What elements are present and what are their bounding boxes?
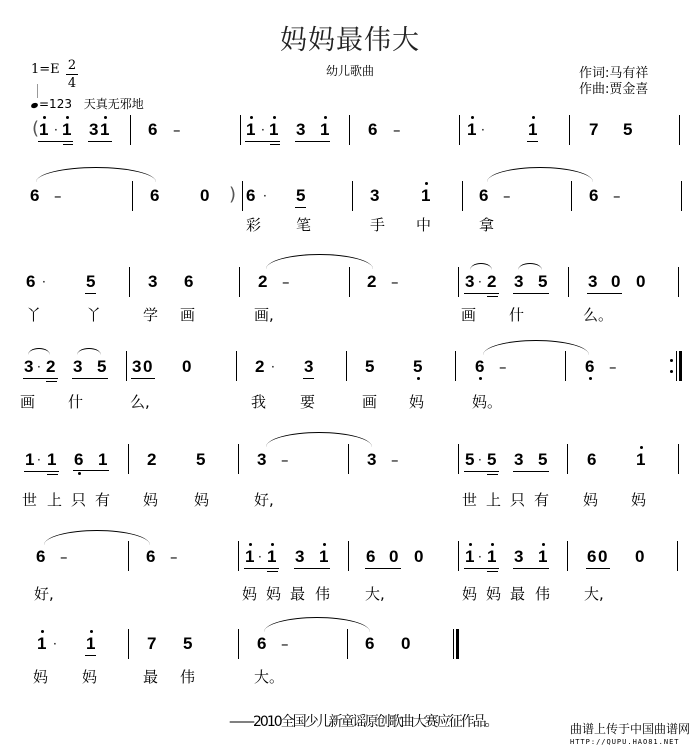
lyric: 画 xyxy=(461,306,477,324)
high-octave-dot xyxy=(66,116,69,119)
underline xyxy=(464,293,499,294)
barline xyxy=(240,115,241,145)
note: 5 xyxy=(97,357,107,376)
note: 1 xyxy=(421,186,431,205)
lyric: 我 xyxy=(251,393,267,411)
slur xyxy=(28,348,50,355)
quarter-note-icon xyxy=(30,102,38,109)
underline xyxy=(295,207,306,208)
note: 1 xyxy=(320,120,330,139)
note: 3 xyxy=(514,547,524,566)
watermark xyxy=(570,723,690,749)
note: 6 xyxy=(587,547,597,566)
note: 1 xyxy=(62,120,72,139)
lyric: 么, xyxy=(130,393,150,411)
note: 5 xyxy=(623,120,633,139)
composer: 作曲:贾金喜 xyxy=(579,82,649,97)
tempo-value: =123 xyxy=(39,97,72,111)
lyric: 学 xyxy=(143,306,159,324)
barline xyxy=(678,267,679,297)
lyric: 妈 xyxy=(631,491,647,509)
low-octave-dot xyxy=(589,377,592,380)
lyric: 笔 xyxy=(296,216,312,234)
lyric: 手 xyxy=(370,216,386,234)
lyric: 好, xyxy=(34,585,54,603)
barline xyxy=(132,181,133,211)
lyric: 最 xyxy=(510,585,526,603)
note: 6 xyxy=(589,186,599,205)
note: 3 xyxy=(465,272,475,291)
augmentation-dot: · xyxy=(478,275,482,289)
barline xyxy=(571,181,572,211)
underline xyxy=(513,293,549,294)
barline xyxy=(129,267,130,297)
barline xyxy=(349,267,350,297)
note: 1 xyxy=(25,450,35,469)
lyric: 要 xyxy=(300,393,316,411)
note: 0 xyxy=(143,357,153,376)
barline xyxy=(239,267,240,297)
lyric: 妈 xyxy=(82,668,98,686)
note: 0 xyxy=(635,547,645,566)
note: 3 xyxy=(148,272,158,291)
high-octave-dot xyxy=(471,116,474,119)
note: 3 xyxy=(257,450,267,469)
note: 1 xyxy=(636,450,646,469)
note: 7 xyxy=(589,120,599,139)
note: 6 xyxy=(74,450,84,469)
barline xyxy=(352,181,353,211)
high-octave-dot xyxy=(41,630,44,633)
lyric: 妈 xyxy=(242,585,258,603)
note: 5 xyxy=(196,450,206,469)
lyric: 画 xyxy=(362,393,378,411)
underline xyxy=(88,141,112,142)
note: 6 xyxy=(148,120,158,139)
barline xyxy=(568,267,569,297)
lyric: 最 xyxy=(143,668,159,686)
augmentation-dot: · xyxy=(261,123,265,137)
underline xyxy=(294,568,330,569)
underline xyxy=(295,141,330,142)
dash: – xyxy=(173,121,181,139)
note: 5 xyxy=(365,357,375,376)
dash: – xyxy=(393,121,401,139)
high-octave-dot xyxy=(469,543,472,546)
note: 1 xyxy=(467,120,477,139)
underline xyxy=(85,655,96,656)
lyric: 世 xyxy=(22,491,38,509)
time-sig-bottom: 4 xyxy=(67,76,77,91)
key-signature: 1=E xyxy=(31,62,60,77)
note: 1 xyxy=(98,450,108,469)
note: 2 xyxy=(147,450,157,469)
note: 6 xyxy=(365,634,375,653)
tie xyxy=(487,167,593,182)
underline xyxy=(72,378,108,379)
low-octave-dot xyxy=(78,472,81,475)
song-subtitle: 幼儿歌曲 xyxy=(325,64,374,78)
augmentation-dot: · xyxy=(42,275,46,289)
underline xyxy=(47,474,58,475)
lyric: 丫 xyxy=(26,306,42,324)
lyric: 丫 xyxy=(86,306,102,324)
underline xyxy=(24,471,59,472)
dash: – xyxy=(391,273,399,291)
note: 3 xyxy=(304,357,314,376)
low-octave-dot xyxy=(479,377,482,380)
lyric: 画 xyxy=(180,306,196,324)
underline xyxy=(73,470,109,471)
tie xyxy=(266,254,373,269)
lyric: 妈 xyxy=(486,585,502,603)
note: 1 xyxy=(528,120,538,139)
note: 6 xyxy=(368,120,378,139)
lyric: 妈 xyxy=(266,585,282,603)
tempo-marking xyxy=(31,95,144,112)
lyric: 最 xyxy=(290,585,306,603)
barline xyxy=(236,351,237,381)
lyric: 妈 xyxy=(33,668,49,686)
note: 2 xyxy=(255,357,265,376)
lyric: 彩 xyxy=(246,216,262,234)
underline xyxy=(513,568,549,569)
underline xyxy=(303,378,314,379)
lyric: 妈 xyxy=(409,393,425,411)
lyric: 大, xyxy=(584,585,604,603)
lyric: 只 xyxy=(510,491,526,509)
note: 6 xyxy=(587,450,597,469)
lyric: 妈 xyxy=(194,491,210,509)
lyric: 上 xyxy=(47,491,63,509)
underline xyxy=(487,474,498,475)
lyric: 上 xyxy=(486,491,502,509)
note: 1 xyxy=(487,547,497,566)
repeat-paren-open: ( xyxy=(32,118,40,139)
watermark-text: 曲谱上传于中国曲谱网 xyxy=(570,722,691,736)
underline xyxy=(487,571,498,572)
song-title: 妈妈最伟大 xyxy=(280,25,420,56)
high-octave-dot xyxy=(323,543,326,546)
watermark-url: HTTP://QUPU.HAO81.NET xyxy=(570,738,680,746)
note: 3 xyxy=(89,120,99,139)
note: 3 xyxy=(588,272,598,291)
augmentation-dot: · xyxy=(478,453,482,467)
lyric: 伟 xyxy=(535,585,551,603)
final-barline xyxy=(456,629,459,659)
note: 6 xyxy=(479,186,489,205)
dash: – xyxy=(281,635,289,653)
note: 0 xyxy=(401,634,411,653)
augmentation-dot: · xyxy=(263,189,267,203)
note: 6 xyxy=(257,634,267,653)
underline xyxy=(63,144,73,145)
underline xyxy=(513,471,549,472)
lyric: 什 xyxy=(68,393,84,411)
note: 1 xyxy=(245,547,255,566)
underline xyxy=(38,141,73,142)
note: 0 xyxy=(611,272,621,291)
note: 0 xyxy=(389,547,399,566)
note: 6 xyxy=(36,547,46,566)
high-octave-dot xyxy=(271,543,274,546)
high-octave-dot xyxy=(640,446,643,449)
underline xyxy=(46,381,57,382)
barline xyxy=(238,629,239,659)
barline xyxy=(567,541,568,571)
lyric: 中 xyxy=(416,216,432,234)
lyric: 伟 xyxy=(180,668,196,686)
note: 5 xyxy=(538,272,548,291)
lyric: 画, xyxy=(254,306,274,324)
lyric: 画 xyxy=(20,393,36,411)
barline xyxy=(128,629,129,659)
dash: – xyxy=(503,187,511,205)
note: 5 xyxy=(465,450,475,469)
barline xyxy=(238,444,239,474)
note: 5 xyxy=(296,186,306,205)
note: 3 xyxy=(367,450,377,469)
underline xyxy=(245,141,280,142)
barline xyxy=(458,444,459,474)
lyric: 么。 xyxy=(583,306,614,324)
dash: – xyxy=(60,548,68,566)
high-octave-dot xyxy=(250,116,253,119)
dash: – xyxy=(609,358,617,376)
augmentation-dot: · xyxy=(481,123,485,137)
note: 1 xyxy=(100,120,110,139)
tie xyxy=(266,432,372,447)
barline xyxy=(565,351,566,381)
note: 1 xyxy=(39,120,49,139)
expression-mark: 天真无邪地 xyxy=(83,97,144,111)
barline xyxy=(462,181,463,211)
lyric: 妈。 xyxy=(472,393,503,411)
barline xyxy=(458,267,459,297)
repeat-end-barline xyxy=(679,351,682,381)
note: 0 xyxy=(200,186,210,205)
lyric: 什 xyxy=(509,306,525,324)
barline xyxy=(238,541,239,571)
augmentation-dot: · xyxy=(478,550,482,564)
lyric: 妈 xyxy=(143,491,159,509)
lyric: 有 xyxy=(534,491,550,509)
underline xyxy=(586,568,610,569)
note: 1 xyxy=(86,634,96,653)
note: 6 xyxy=(30,186,40,205)
barline xyxy=(676,351,677,381)
note: 3 xyxy=(295,547,305,566)
note: 3 xyxy=(296,120,306,139)
underline xyxy=(244,568,279,569)
barline xyxy=(455,351,456,381)
high-octave-dot xyxy=(43,116,46,119)
tie xyxy=(36,167,156,182)
note: 6 xyxy=(26,272,36,291)
augmentation-dot: · xyxy=(258,550,262,564)
note: 0 xyxy=(598,547,608,566)
note: 5 xyxy=(183,634,193,653)
high-octave-dot xyxy=(90,630,93,633)
underline xyxy=(23,378,58,379)
underline xyxy=(464,568,499,569)
competition-note: ——2010全国少儿新童谣原创歌曲大赛应征作品。 xyxy=(229,714,497,730)
high-octave-dot xyxy=(542,543,545,546)
high-octave-dot xyxy=(425,182,428,185)
barline xyxy=(128,541,129,571)
tie xyxy=(483,340,589,355)
note: 1 xyxy=(267,547,277,566)
dash: – xyxy=(282,273,290,291)
underline xyxy=(85,293,96,294)
underline xyxy=(365,568,401,569)
note: 6 xyxy=(184,272,194,291)
repeat-dot xyxy=(670,359,673,362)
note: 3 xyxy=(514,272,524,291)
slur xyxy=(518,263,542,270)
tie xyxy=(44,530,150,545)
augmentation-dot: · xyxy=(271,360,275,374)
barline xyxy=(348,444,349,474)
note: 6 xyxy=(475,357,485,376)
high-octave-dot xyxy=(249,543,252,546)
lyric: 大。 xyxy=(254,668,285,686)
augmentation-dot: · xyxy=(54,123,58,137)
note: 6 xyxy=(366,547,376,566)
note: 1 xyxy=(538,547,548,566)
note: 1 xyxy=(47,450,57,469)
lyric: 拿 xyxy=(479,216,495,234)
note: 3 xyxy=(370,186,380,205)
barline xyxy=(678,444,679,474)
note: 5 xyxy=(86,272,96,291)
underline xyxy=(487,296,498,297)
note: 2 xyxy=(367,272,377,291)
dash: – xyxy=(170,548,178,566)
lyric: 有 xyxy=(95,491,111,509)
underline xyxy=(270,144,280,145)
barline xyxy=(569,115,570,145)
note: 3 xyxy=(73,357,83,376)
barline xyxy=(459,115,460,145)
time-sig-top: 2 xyxy=(67,58,77,73)
augmentation-dot: · xyxy=(37,360,41,374)
note: 3 xyxy=(132,357,142,376)
note: 2 xyxy=(487,272,497,291)
note: 3 xyxy=(24,357,34,376)
lyric: 只 xyxy=(71,491,87,509)
dash: – xyxy=(613,187,621,205)
high-octave-dot xyxy=(104,116,107,119)
barline xyxy=(346,351,347,381)
barline xyxy=(453,629,454,659)
barline xyxy=(681,181,682,211)
note: 1 xyxy=(269,120,279,139)
barline xyxy=(677,541,678,571)
note: 0 xyxy=(636,272,646,291)
note: 0 xyxy=(182,357,192,376)
lyricist: 作词:马有祥 xyxy=(579,66,649,81)
note: 1 xyxy=(37,634,47,653)
underline xyxy=(527,141,538,142)
lyric: 大, xyxy=(365,585,385,603)
lyric: 世 xyxy=(462,491,478,509)
note: 5 xyxy=(538,450,548,469)
high-octave-dot xyxy=(273,116,276,119)
underline xyxy=(131,378,155,379)
barline xyxy=(347,629,348,659)
dash: – xyxy=(499,358,507,376)
tie xyxy=(264,617,370,632)
augmentation-dot: · xyxy=(53,637,57,651)
low-octave-dot xyxy=(417,377,420,380)
note: 6 xyxy=(585,357,595,376)
lyric: 好, xyxy=(254,491,274,509)
barline xyxy=(349,115,350,145)
note: 3 xyxy=(514,450,524,469)
note: 1 xyxy=(246,120,256,139)
slur xyxy=(470,263,492,270)
note: 6 xyxy=(146,547,156,566)
dash: – xyxy=(54,187,62,205)
lyric: 妈 xyxy=(583,491,599,509)
repeat-paren-close: ) xyxy=(229,184,237,205)
high-octave-dot xyxy=(324,116,327,119)
note: 0 xyxy=(414,547,424,566)
note: 1 xyxy=(465,547,475,566)
note: 2 xyxy=(258,272,268,291)
repeat-dot xyxy=(670,370,673,373)
time-signature xyxy=(66,58,78,91)
note: 6 xyxy=(246,186,256,205)
note: 5 xyxy=(487,450,497,469)
note: 6 xyxy=(150,186,160,205)
note: 5 xyxy=(413,357,423,376)
underline xyxy=(267,571,278,572)
note: 7 xyxy=(147,634,157,653)
slur xyxy=(77,348,101,355)
high-octave-dot xyxy=(532,116,535,119)
note: 1 xyxy=(319,547,329,566)
barline xyxy=(242,181,243,211)
underline xyxy=(587,293,622,294)
barline xyxy=(567,444,568,474)
barline xyxy=(130,115,131,145)
high-octave-dot xyxy=(491,543,494,546)
barline xyxy=(128,444,129,474)
barline xyxy=(126,351,127,381)
lyric: 伟 xyxy=(315,585,331,603)
barline xyxy=(679,115,680,145)
barline xyxy=(348,541,349,571)
credits xyxy=(579,66,648,98)
augmentation-dot: · xyxy=(37,453,41,467)
lyric: 妈 xyxy=(462,585,478,603)
dash: – xyxy=(391,451,399,469)
underline xyxy=(464,471,499,472)
barline xyxy=(458,541,459,571)
note: 2 xyxy=(46,357,56,376)
dash: – xyxy=(281,451,289,469)
